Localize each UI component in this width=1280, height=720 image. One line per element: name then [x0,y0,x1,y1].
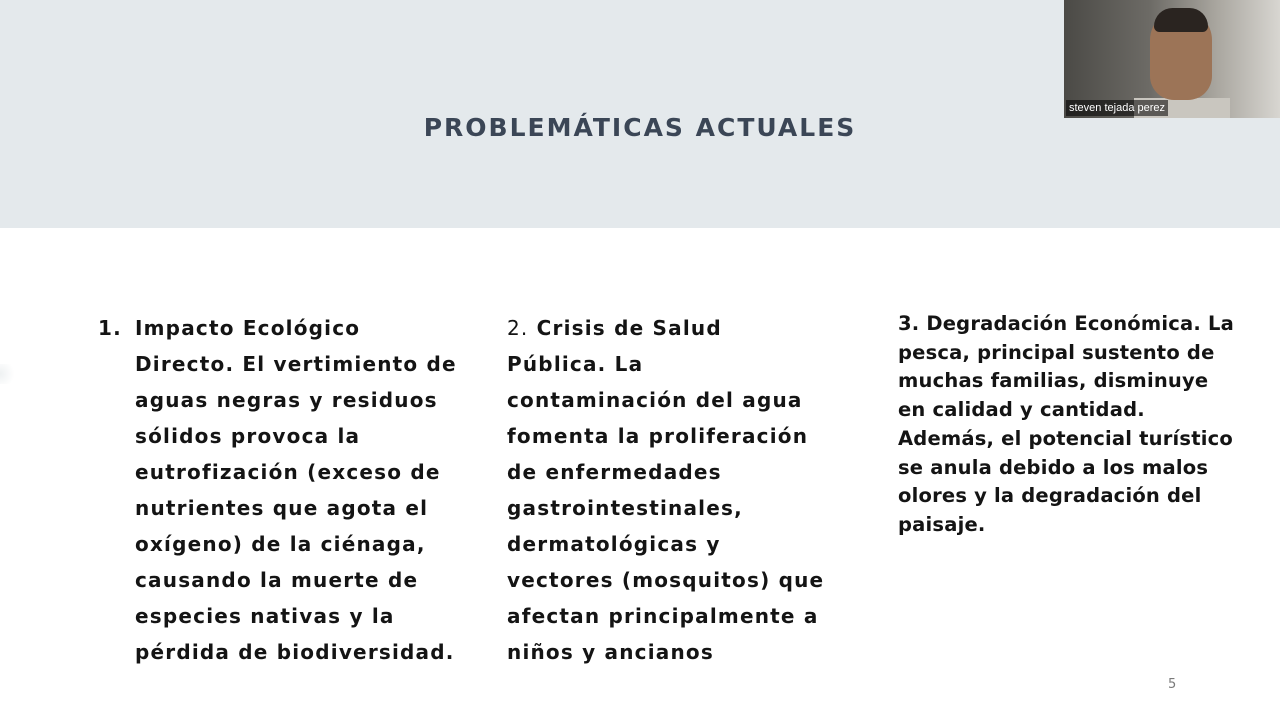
problem-2-text: Crisis de Salud Pública. La contaminación del agua fomenta la proliferación de enfermedades gastrointestinales, dermatológicas y vectores (mosquitos) que afectan principalmente a niños y ancianos [507,316,825,664]
participant-video-tile[interactable] [1064,0,1280,118]
problem-1-number: 1. [98,316,122,340]
problem-column-2 [507,310,827,670]
participant-video-hair [1154,8,1208,32]
problem-3-text: 3. Degradación Económica. La pesca, principal sustento de muchas familias, disminuye en calidad y cantidad. Además, el potencial turístico se anula debido a los malos olores y la degradación del paisaje. [898,312,1234,536]
slide-title: PROBLEMÁTICAS ACTUALES [423,113,857,142]
problem-column-3 [898,310,1238,540]
problem-1-text: Impacto Ecológico Directo. El vertimiento de aguas negras y residuos sólidos provoca la eutrofización (exceso de nutrientes que agota el oxígeno) de la ciénaga, causando la muerte de especies nativas y la pérdida de biodiversidad. [135,316,457,664]
problem-2-number: 2. [507,316,529,340]
left-edge-artifact [0,364,18,384]
participant-name-label: steven tejada perez [1066,100,1168,116]
slide-page-number: 5 [1168,677,1177,692]
